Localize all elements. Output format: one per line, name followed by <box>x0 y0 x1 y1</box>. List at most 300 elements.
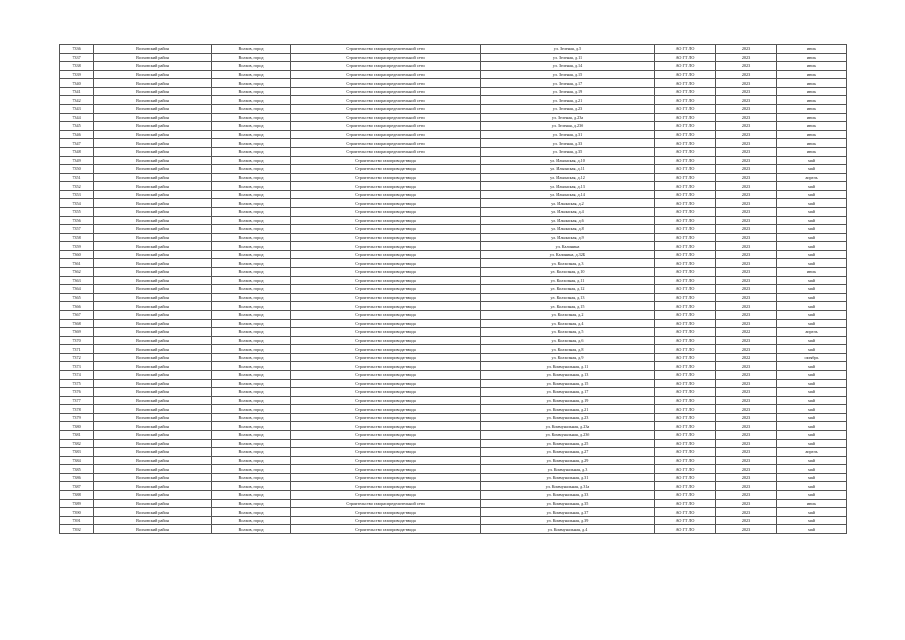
locality-cell: Волхов, город <box>212 465 291 474</box>
month-cell: май <box>777 310 847 319</box>
month-cell: май <box>777 207 847 216</box>
locality-cell: Волхов, город <box>212 225 291 234</box>
row-number-cell: 7384 <box>60 456 94 465</box>
month-cell: июль <box>777 105 847 114</box>
month-cell: май <box>777 250 847 259</box>
address-cell: ул. Зеленая, д.23б <box>481 122 655 131</box>
table-row <box>60 482 847 491</box>
month-cell: май <box>777 285 847 294</box>
district-cell: Волховский район <box>94 113 212 122</box>
year-cell: 2023 <box>716 62 777 71</box>
organization-cell: АО ГТ ЛО <box>655 53 716 62</box>
row-number-cell: 7343 <box>60 105 94 114</box>
year-cell: 2023 <box>716 207 777 216</box>
organization-cell: АО ГТ ЛО <box>655 79 716 88</box>
address-cell: ул. Ильинская, д.4 <box>481 207 655 216</box>
address-cell: ул. Ильинская, д.8 <box>481 225 655 234</box>
address-cell: ул. Зеленая, д.33 <box>481 139 655 148</box>
locality-cell: Волхов, город <box>212 336 291 345</box>
address-cell: ул. Коммунальная, д.23а <box>481 422 655 431</box>
table-row <box>60 448 847 457</box>
work-type-cell: Строительство газопровода-ввода <box>291 431 481 440</box>
locality-cell: Волхов, город <box>212 122 291 131</box>
address-cell: ул. Колхозная, д.10 <box>481 268 655 277</box>
table-row <box>60 139 847 148</box>
row-number-cell: 7389 <box>60 499 94 508</box>
locality-cell: Волхов, город <box>212 190 291 199</box>
year-cell: 2023 <box>716 182 777 191</box>
row-number-cell: 7342 <box>60 96 94 105</box>
work-type-cell: Строительство газораспределительной сети <box>291 45 481 54</box>
organization-cell: АО ГТ ЛО <box>655 345 716 354</box>
work-type-cell: Строительство газопровода-ввода <box>291 448 481 457</box>
year-cell: 2023 <box>716 199 777 208</box>
month-cell: июль <box>777 53 847 62</box>
row-number-cell: 7356 <box>60 216 94 225</box>
district-cell: Волховский район <box>94 199 212 208</box>
locality-cell: Волхов, город <box>212 388 291 397</box>
table-row <box>60 225 847 234</box>
locality-cell: Волхов, город <box>212 293 291 302</box>
table-row <box>60 370 847 379</box>
table-row <box>60 199 847 208</box>
work-type-cell: Строительство газопровода-ввода <box>291 310 481 319</box>
table-row <box>60 473 847 482</box>
locality-cell: Волхов, город <box>212 482 291 491</box>
district-cell: Волховский район <box>94 96 212 105</box>
month-cell: июль <box>777 45 847 54</box>
work-type-cell: Строительство газораспределительной сети <box>291 53 481 62</box>
work-type-cell: Строительство газопровода-ввода <box>291 396 481 405</box>
district-cell: Волховский район <box>94 345 212 354</box>
address-cell: ул. Ильинская, д.9 <box>481 233 655 242</box>
district-cell: Волховский район <box>94 293 212 302</box>
month-cell: июль <box>777 122 847 131</box>
address-cell: ул. Коммунальная, д.19 <box>481 396 655 405</box>
table-row <box>60 96 847 105</box>
work-type-cell: Строительство газопровода-ввода <box>291 207 481 216</box>
organization-cell: АО ГТ ЛО <box>655 250 716 259</box>
row-number-cell: 7357 <box>60 225 94 234</box>
year-cell: 2023 <box>716 405 777 414</box>
table-row <box>60 319 847 328</box>
year-cell: 2023 <box>716 370 777 379</box>
organization-cell: АО ГТ ЛО <box>655 233 716 242</box>
row-number-cell: 7391 <box>60 516 94 525</box>
district-cell: Волховский район <box>94 62 212 71</box>
organization-cell: АО ГТ ЛО <box>655 448 716 457</box>
address-cell: ул. Коммунальная, д.21 <box>481 405 655 414</box>
year-cell: 2023 <box>716 276 777 285</box>
month-cell: май <box>777 156 847 165</box>
row-number-cell: 7366 <box>60 302 94 311</box>
district-cell: Волховский район <box>94 491 212 500</box>
organization-cell: АО ГТ ЛО <box>655 328 716 337</box>
work-type-cell: Строительство газораспределительной сети <box>291 139 481 148</box>
work-type-cell: Строительство газопровода-ввода <box>291 268 481 277</box>
organization-cell: АО ГТ ЛО <box>655 439 716 448</box>
district-cell: Волховский район <box>94 182 212 191</box>
month-cell: май <box>777 182 847 191</box>
district-cell: Волховский район <box>94 233 212 242</box>
month-cell: май <box>777 405 847 414</box>
month-cell: май <box>777 379 847 388</box>
year-cell: 2023 <box>716 216 777 225</box>
organization-cell: АО ГТ ЛО <box>655 456 716 465</box>
locality-cell: Волхов, город <box>212 422 291 431</box>
table-row <box>60 310 847 319</box>
row-number-cell: 7375 <box>60 379 94 388</box>
district-cell: Волховский район <box>94 336 212 345</box>
table-row <box>60 122 847 131</box>
work-type-cell: Строительство газопровода-ввода <box>291 465 481 474</box>
address-cell: ул. Колхозная, д.11 <box>481 276 655 285</box>
work-type-cell: Строительство газопровода-ввода <box>291 370 481 379</box>
year-cell: 2023 <box>716 250 777 259</box>
locality-cell: Волхов, город <box>212 139 291 148</box>
row-number-cell: 7361 <box>60 259 94 268</box>
locality-cell: Волхов, город <box>212 242 291 251</box>
address-cell: ул. Коммунальная, д.4 <box>481 525 655 534</box>
table-row <box>60 405 847 414</box>
district-cell: Волховский район <box>94 448 212 457</box>
month-cell: май <box>777 293 847 302</box>
row-number-cell: 7350 <box>60 165 94 174</box>
district-cell: Волховский район <box>94 242 212 251</box>
month-cell: июль <box>777 130 847 139</box>
table-row <box>60 422 847 431</box>
locality-cell: Волхов, город <box>212 276 291 285</box>
district-cell: Волховский район <box>94 422 212 431</box>
address-cell: ул. Ильинская, д.14 <box>481 190 655 199</box>
year-cell: 2022 <box>716 353 777 362</box>
address-cell: ул. Зеленая, д.35 <box>481 147 655 156</box>
row-number-cell: 7380 <box>60 422 94 431</box>
row-number-cell: 7344 <box>60 113 94 122</box>
district-cell: Волховский район <box>94 165 212 174</box>
district-cell: Волховский район <box>94 499 212 508</box>
locality-cell: Волхов, город <box>212 362 291 371</box>
table-row <box>60 233 847 242</box>
district-cell: Волховский район <box>94 508 212 517</box>
table-row <box>60 353 847 362</box>
address-cell: ул. Зеленая, д.31 <box>481 130 655 139</box>
address-cell: ул. Зеленая, д.23 <box>481 105 655 114</box>
month-cell: май <box>777 362 847 371</box>
district-cell: Волховский район <box>94 130 212 139</box>
work-type-cell: Строительство газораспределительной сети <box>291 70 481 79</box>
locality-cell: Волхов, город <box>212 62 291 71</box>
table-row <box>60 396 847 405</box>
work-type-cell: Строительство газопровода-ввода <box>291 362 481 371</box>
work-type-cell: Строительство газораспределительной сети <box>291 113 481 122</box>
year-cell: 2023 <box>716 87 777 96</box>
address-cell: ул. Колхозная, д.3 <box>481 259 655 268</box>
row-number-cell: 7337 <box>60 53 94 62</box>
document-sheet <box>59 44 847 534</box>
locality-cell: Волхов, город <box>212 165 291 174</box>
locality-cell: Волхов, город <box>212 473 291 482</box>
table-row <box>60 499 847 508</box>
month-cell: май <box>777 491 847 500</box>
table-row <box>60 70 847 79</box>
row-number-cell: 7349 <box>60 156 94 165</box>
address-cell: ул. Ильинская, д.10 <box>481 156 655 165</box>
month-cell: май <box>777 259 847 268</box>
organization-cell: АО ГТ ЛО <box>655 70 716 79</box>
locality-cell: Волхов, город <box>212 53 291 62</box>
month-cell: май <box>777 396 847 405</box>
locality-cell: Волхов, город <box>212 216 291 225</box>
work-type-cell: Строительство газопровода-ввода <box>291 456 481 465</box>
table-row <box>60 491 847 500</box>
year-cell: 2023 <box>716 431 777 440</box>
table-row <box>60 413 847 422</box>
table-row <box>60 130 847 139</box>
organization-cell: АО ГТ ЛО <box>655 405 716 414</box>
organization-cell: АО ГТ ЛО <box>655 285 716 294</box>
work-type-cell: Строительство газопровода-ввода <box>291 491 481 500</box>
district-cell: Волховский район <box>94 259 212 268</box>
row-number-cell: 7355 <box>60 207 94 216</box>
month-cell: июль <box>777 87 847 96</box>
work-type-cell: Строительство газораспределительной сети <box>291 130 481 139</box>
table-row <box>60 207 847 216</box>
year-cell: 2023 <box>716 439 777 448</box>
work-type-cell: Строительство газораспределительной сети <box>291 96 481 105</box>
table-row <box>60 336 847 345</box>
work-type-cell: Строительство газопровода-ввода <box>291 276 481 285</box>
table-row <box>60 113 847 122</box>
work-type-cell: Строительство газопровода-ввода <box>291 388 481 397</box>
table-row <box>60 388 847 397</box>
year-cell: 2023 <box>716 53 777 62</box>
district-cell: Волховский район <box>94 79 212 88</box>
work-type-cell: Строительство газопровода-ввода <box>291 216 481 225</box>
row-number-cell: 7346 <box>60 130 94 139</box>
locality-cell: Волхов, город <box>212 499 291 508</box>
table-row <box>60 268 847 277</box>
year-cell: 2023 <box>716 362 777 371</box>
work-type-cell: Строительство газопровода-ввода <box>291 165 481 174</box>
organization-cell: АО ГТ ЛО <box>655 379 716 388</box>
district-cell: Волховский район <box>94 105 212 114</box>
month-cell: май <box>777 165 847 174</box>
locality-cell: Волхов, город <box>212 113 291 122</box>
table-row <box>60 345 847 354</box>
row-number-cell: 7370 <box>60 336 94 345</box>
month-cell: май <box>777 482 847 491</box>
work-type-cell: Строительство газопровода-ввода <box>291 259 481 268</box>
row-number-cell: 7338 <box>60 62 94 71</box>
month-cell: май <box>777 431 847 440</box>
locality-cell: Волхов, город <box>212 345 291 354</box>
month-cell: апрель <box>777 448 847 457</box>
locality-cell: Волхов, город <box>212 319 291 328</box>
address-cell: ул. Колхозная, д.13 <box>481 293 655 302</box>
work-type-cell: Строительство газопровода-ввода <box>291 508 481 517</box>
work-type-cell: Строительство газопровода-ввода <box>291 199 481 208</box>
row-number-cell: 7377 <box>60 396 94 405</box>
district-cell: Волховский район <box>94 250 212 259</box>
address-cell: ул. Колхозная, д.6 <box>481 336 655 345</box>
locality-cell: Волхов, город <box>212 173 291 182</box>
district-cell: Волховский район <box>94 413 212 422</box>
month-cell: июль <box>777 113 847 122</box>
year-cell: 2023 <box>716 45 777 54</box>
month-cell: май <box>777 456 847 465</box>
district-cell: Волховский район <box>94 216 212 225</box>
address-cell: ул. Ильинская, д.13 <box>481 182 655 191</box>
month-cell: май <box>777 473 847 482</box>
organization-cell: АО ГТ ЛО <box>655 105 716 114</box>
row-number-cell: 7379 <box>60 413 94 422</box>
year-cell: 2023 <box>716 285 777 294</box>
year-cell: 2023 <box>716 173 777 182</box>
organization-cell: АО ГТ ЛО <box>655 156 716 165</box>
district-cell: Волховский район <box>94 328 212 337</box>
year-cell: 2023 <box>716 465 777 474</box>
organization-cell: АО ГТ ЛО <box>655 336 716 345</box>
work-type-cell: Строительство газораспределительной сети <box>291 105 481 114</box>
table-row <box>60 259 847 268</box>
work-type-cell: Строительство газопровода-ввода <box>291 413 481 422</box>
organization-cell: АО ГТ ЛО <box>655 122 716 131</box>
locality-cell: Волхов, город <box>212 508 291 517</box>
work-type-cell: Строительство газопровода-ввода <box>291 182 481 191</box>
month-cell: май <box>777 508 847 517</box>
address-cell: ул. Зеленая, д.5 <box>481 45 655 54</box>
district-cell: Волховский район <box>94 285 212 294</box>
row-number-cell: 7369 <box>60 328 94 337</box>
month-cell: июль <box>777 62 847 71</box>
address-cell: ул. Коммунальная, д.13 <box>481 370 655 379</box>
month-cell: июль <box>777 139 847 148</box>
district-cell: Волховский район <box>94 379 212 388</box>
year-cell: 2023 <box>716 379 777 388</box>
month-cell: май <box>777 216 847 225</box>
row-number-cell: 7359 <box>60 242 94 251</box>
locality-cell: Волхов, город <box>212 516 291 525</box>
locality-cell: Волхов, город <box>212 456 291 465</box>
locality-cell: Волхов, город <box>212 105 291 114</box>
address-cell: ул. Коммунальная, д.23б <box>481 431 655 440</box>
locality-cell: Волхов, город <box>212 525 291 534</box>
locality-cell: Волхов, город <box>212 268 291 277</box>
locality-cell: Волхов, город <box>212 147 291 156</box>
organization-cell: АО ГТ ЛО <box>655 370 716 379</box>
work-type-cell: Строительство газопровода-ввода <box>291 233 481 242</box>
district-cell: Волховский район <box>94 319 212 328</box>
organization-cell: АО ГТ ЛО <box>655 139 716 148</box>
month-cell: июль <box>777 70 847 79</box>
table-row <box>60 182 847 191</box>
month-cell: май <box>777 225 847 234</box>
organization-cell: АО ГТ ЛО <box>655 190 716 199</box>
work-type-cell: Строительство газопровода-ввода <box>291 336 481 345</box>
table-row <box>60 293 847 302</box>
district-cell: Волховский район <box>94 276 212 285</box>
work-type-cell: Строительство газопровода-ввода <box>291 473 481 482</box>
locality-cell: Волхов, город <box>212 87 291 96</box>
locality-cell: Волхов, город <box>212 207 291 216</box>
table-row <box>60 362 847 371</box>
month-cell: май <box>777 199 847 208</box>
work-type-cell: Строительство газопровода-ввода <box>291 405 481 414</box>
table-row <box>60 465 847 474</box>
row-number-cell: 7352 <box>60 182 94 191</box>
row-number-cell: 7385 <box>60 465 94 474</box>
table-row <box>60 328 847 337</box>
row-number-cell: 7381 <box>60 431 94 440</box>
district-cell: Волховский район <box>94 190 212 199</box>
locality-cell: Волхов, город <box>212 328 291 337</box>
table-row <box>60 53 847 62</box>
address-cell: ул. Коммунальная, д.3 <box>481 465 655 474</box>
organization-cell: АО ГТ ЛО <box>655 259 716 268</box>
year-cell: 2023 <box>716 491 777 500</box>
address-cell: ул. Колхозная, д.5 <box>481 328 655 337</box>
locality-cell: Волхов, город <box>212 396 291 405</box>
organization-cell: АО ГТ ЛО <box>655 396 716 405</box>
year-cell: 2023 <box>716 233 777 242</box>
district-cell: Волховский район <box>94 525 212 534</box>
address-cell: ул. Колхозная, д.4 <box>481 319 655 328</box>
district-cell: Волховский район <box>94 173 212 182</box>
address-cell: ул. Колхозная, д.2 <box>481 310 655 319</box>
organization-cell: АО ГТ ЛО <box>655 491 716 500</box>
year-cell: 2023 <box>716 456 777 465</box>
work-type-cell: Строительство газораспределительной сети <box>291 499 481 508</box>
organization-cell: АО ГТ ЛО <box>655 482 716 491</box>
organization-cell: АО ГТ ЛО <box>655 207 716 216</box>
work-type-cell: Строительство газораспределительной сети <box>291 87 481 96</box>
organization-cell: АО ГТ ЛО <box>655 242 716 251</box>
month-cell: июль <box>777 268 847 277</box>
year-cell: 2023 <box>716 156 777 165</box>
table-row <box>60 173 847 182</box>
district-cell: Волховский район <box>94 225 212 234</box>
locality-cell: Волхов, город <box>212 45 291 54</box>
table-row <box>60 156 847 165</box>
organization-cell: АО ГТ ЛО <box>655 130 716 139</box>
row-number-cell: 7387 <box>60 482 94 491</box>
district-cell: Волховский район <box>94 362 212 371</box>
address-cell: ул. Коммунальная, д.23 <box>481 413 655 422</box>
locality-cell: Волхов, город <box>212 353 291 362</box>
year-cell: 2022 <box>716 328 777 337</box>
year-cell: 2023 <box>716 319 777 328</box>
month-cell: май <box>777 370 847 379</box>
organization-cell: АО ГТ ЛО <box>655 388 716 397</box>
locality-cell: Волхов, город <box>212 259 291 268</box>
locality-cell: Волхов, город <box>212 413 291 422</box>
table-row <box>60 456 847 465</box>
organization-cell: АО ГТ ЛО <box>655 216 716 225</box>
table-row <box>60 508 847 517</box>
row-number-cell: 7353 <box>60 190 94 199</box>
row-number-cell: 7382 <box>60 439 94 448</box>
month-cell: май <box>777 276 847 285</box>
address-cell: ул. Колхозная, д.8 <box>481 345 655 354</box>
work-type-cell: Строительство газопровода-ввода <box>291 302 481 311</box>
locality-cell: Волхов, город <box>212 405 291 414</box>
year-cell: 2023 <box>716 130 777 139</box>
organization-cell: АО ГТ ЛО <box>655 199 716 208</box>
locality-cell: Волхов, город <box>212 79 291 88</box>
work-type-cell: Строительство газопровода-ввода <box>291 173 481 182</box>
address-cell: ул. Ильинская, д.11 <box>481 165 655 174</box>
